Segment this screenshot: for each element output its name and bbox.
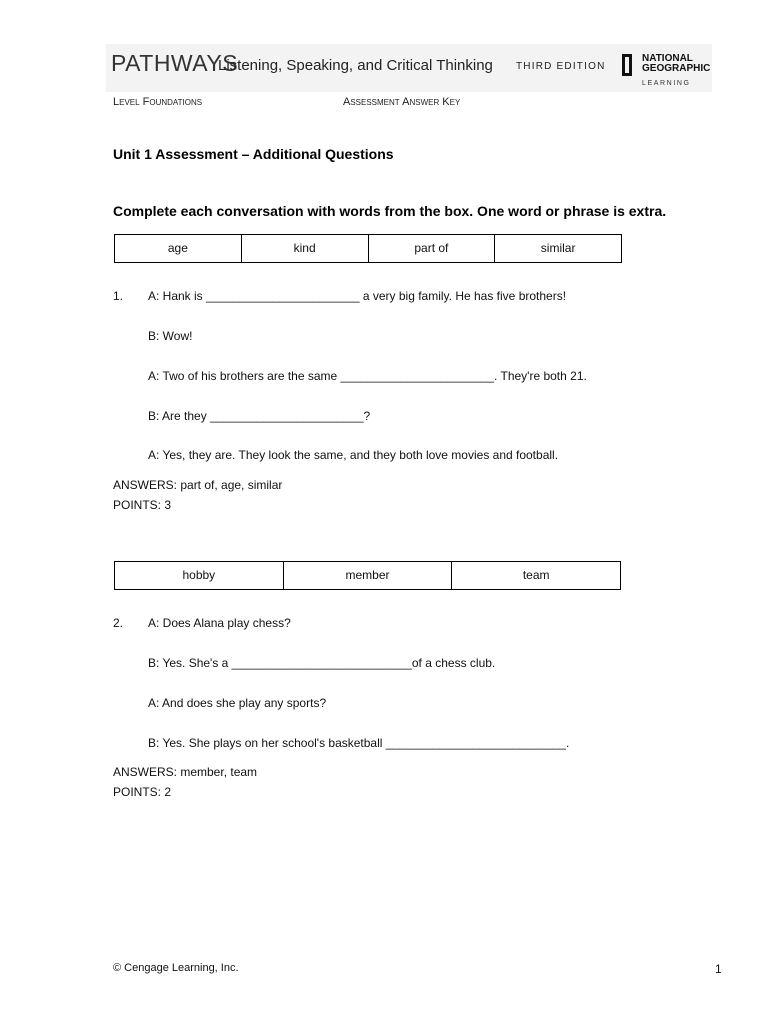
dialogue-line: B: Are they _______________________? <box>148 409 371 423</box>
word-box-cell: similar <box>494 235 621 262</box>
points-text: POINTS: 2 <box>113 785 172 799</box>
page-title: Unit 1 Assessment – Additional Questions <box>113 146 394 162</box>
edition-label: THIRD EDITION <box>516 61 606 72</box>
series-subtitle: Listening, Speaking, and Critical Thinking <box>218 57 493 74</box>
dialogue-line: A: And does she play any sports? <box>148 696 327 710</box>
word-box-cell: member <box>283 562 452 589</box>
dialogue-line: A: Two of his brothers are the same _______________________. They're both 21. <box>148 369 587 383</box>
points-text: POINTS: 3 <box>113 498 172 512</box>
word-box-cell: kind <box>241 235 368 262</box>
dialogue-line: A: Does Alana play chess? <box>148 616 291 630</box>
answers-text: ANSWERS: member, team <box>113 765 258 779</box>
dialogue-line: A: Yes, they are. They look the same, and they both love movies and football. <box>148 448 559 462</box>
word-box-cell: hobby <box>182 568 216 582</box>
publisher-logo-subtext: LEARNING <box>642 80 691 87</box>
national-geographic-logo-icon <box>622 54 632 76</box>
copyright-notice: © Cengage Learning, Inc. <box>113 962 239 974</box>
answers-text: ANSWERS: part of, age, similar <box>113 478 283 492</box>
level-label: Level Foundations <box>113 96 203 108</box>
dialogue-line: B: Yes. She plays on her school's basketball ___________________________. <box>148 736 570 750</box>
page-number: 1 <box>715 962 722 976</box>
series-logo: PATHWAYS <box>111 50 239 76</box>
question-number: 1. <box>113 289 124 303</box>
word-box-1 <box>114 234 622 263</box>
word-box-cell: part of <box>368 235 495 262</box>
document-type-label: Assessment Answer Key <box>343 96 461 108</box>
dialogue-line: B: Yes. She's a ___________________________of a chess club. <box>148 656 496 670</box>
dialogue-line: B: Wow! <box>148 329 193 343</box>
dialogue-line: A: Hank is _______________________ a very big family. He has five brothers! <box>148 289 567 303</box>
word-box-2 <box>114 561 621 590</box>
question-number: 2. <box>113 616 124 630</box>
instructions: Complete each conversation with words from the box. One word or phrase is extra. <box>113 203 667 219</box>
word-box-cell: team <box>451 562 620 589</box>
publisher-logo-text: NATIONAL GEOGRAPHIC <box>642 53 711 74</box>
word-box-cell: age <box>167 241 188 255</box>
